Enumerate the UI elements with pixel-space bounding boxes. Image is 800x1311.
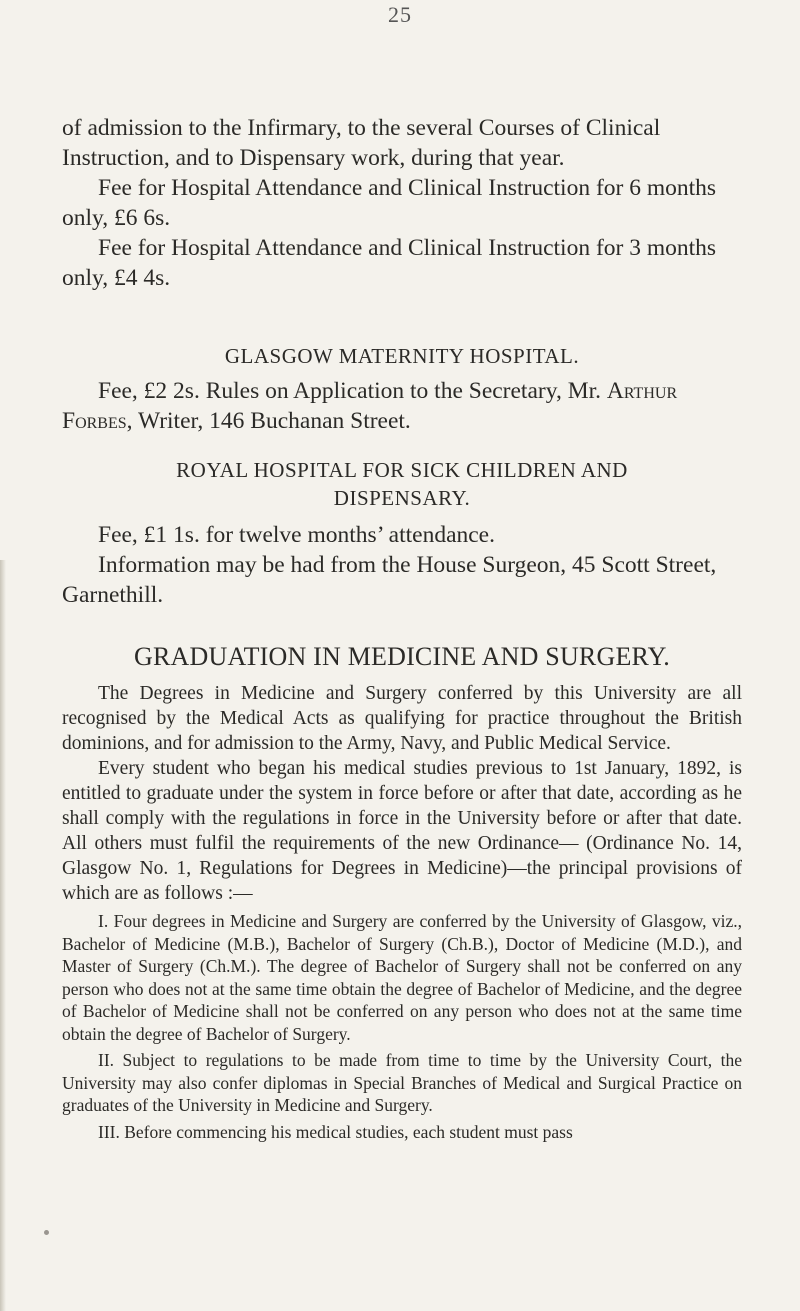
provision-item-1: I. Four degrees in Medicine and Surgery are conferred by the University of Glasgow, viz., Bachelor of Medicine (M.B.), Bachelor of Surgery (Ch.B.), Doctor of Medicine (M.D.), and Master of Surgery (Ch.M.). The degree of Bachelor of Surgery shall not be conferred on any person who does not at the same time obtain the degree of Bachelor of Medicine, and the degree of Bachelor of Medicine shall not be conferred on any person who does not at the same time obtain the degree of Bachelor of Surgery. <box>62 911 742 1044</box>
children-heading-line2: DISPENSARY. <box>333 486 471 510</box>
provision-item-2: II. Subject to regulations to be made from time to time by the University Court, the University may also confer diplomas in Special Branches of Medical and Surgical Practice on graduates of the University in Medicine and Surgery. <box>62 1050 742 1115</box>
graduation-paragraph2: Every student who began his medical studies previous to 1st January, 1892, is entitled to graduate under the system in force before or after that date, according as he shall comply with the regulations in force in the University before or after that date. All others must fulfil the requirements of the new Ordinance— (Ordinance No. 14, Glasgow No. 1, Regulations for Degrees in Medicine)—the principal provisions of which are as follows :— <box>62 758 742 904</box>
page-number: 25 <box>388 2 412 27</box>
maternity-section <box>62 342 742 436</box>
children-section <box>62 456 742 610</box>
fee-three-months: Fee for Hospital Attendance and Clinical Instruction for 3 months only, £4 4s. <box>62 235 717 291</box>
children-fee: Fee, £1 1s. for twelve months’ attendance. <box>98 522 495 548</box>
graduation-heading: GRADUATION IN MEDICINE AND SURGERY. <box>134 642 670 671</box>
fee-six-months: Fee for Hospital Attendance and Clinical Instruction for 6 months only, £6 6s. <box>62 175 717 231</box>
infirmary-paragraph: of admission to the Infirmary, to the several Courses of Clinical Instruction, and to Dispensary work, during that year. <box>62 115 661 171</box>
paper-speck <box>44 1230 49 1235</box>
children-information: Information may be had from the House Surgeon, 45 Scott Street, Garnethill. <box>62 552 717 608</box>
infirmary-section <box>62 113 742 293</box>
maternity-heading: GLASGOW MATERNITY HOSPITAL. <box>224 344 580 368</box>
maternity-fee <box>62 376 742 436</box>
maternity-text-after: , Writer, 146 Buchanan Street. <box>126 408 411 434</box>
secretary-name: Arthur Forbes <box>62 378 678 434</box>
maternity-text-before: Fee, £2 2s. Rules on Application to the Secretary, Mr. <box>98 378 607 404</box>
page-edge-shadow <box>0 560 6 1311</box>
children-heading-line1: ROYAL HOSPITAL FOR SICK CHILDREN AND <box>176 458 628 482</box>
graduation-section <box>62 643 742 1143</box>
provision-item-3: III. Before commencing his medical studies, each student must pass <box>98 1121 573 1142</box>
graduation-paragraph1: The Degrees in Medicine and Surgery conferred by this University are all recognised by the Medical Acts as qualifying for practice throughout the British dominions, and for admission to the Army, Navy, and Public Medical Service. <box>62 683 742 754</box>
